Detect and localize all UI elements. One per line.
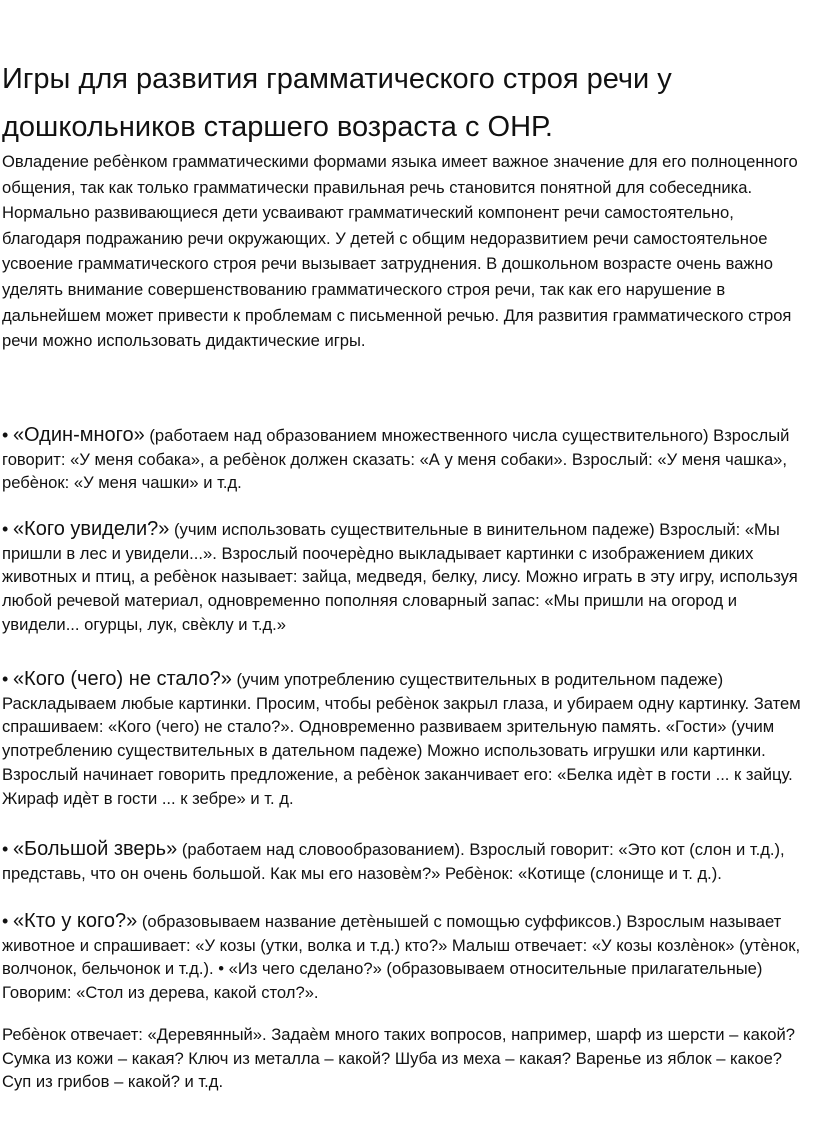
title-line-2: дошкольников старшего возраста с ОНР. [2, 111, 553, 143]
closing-paragraph: Ребѐнок отвечает: «Деревянный». Задаѐм много таких вопросов, например, шарф из шерсти – какой? Сумка из кожи – какая? Ключ из металла – какой? Шуба из меха – какая? Варенье из яблок – какое? Суп из грибов – какой? и т.д. [2, 1025, 796, 1092]
game-who-has-whom [2, 910, 812, 1005]
game-what-missing [2, 668, 812, 810]
game-description: (образовываем название детѐнышей с помощью суффиксов.) Взрослым называет животное и спрашивает: «У козы (утки, волка и т.д.) кто?» Малыш отвечает: «У козы козлѐнок» (утѐнок, волчонок, бельчонок и т.д.). • «Из чего сделано?» (образовываем относительные прилагательные) Говорим: «Стол из дерева, какой стол?». [2, 912, 801, 1003]
title-line-1: Игры для развития грамматического строя речи у [2, 63, 672, 95]
page-title [2, 55, 802, 151]
game-title: «Кого увидели?» [12, 518, 170, 540]
bullet-icon: • [2, 425, 9, 445]
game-description: (учим употреблению существительных в родительном падеже) Раскладываем любые картинки. Просим, чтобы ребѐнок закрыл глаза, и убираем одну картинку. Затем спрашиваем: «Кого (чего) не стало?». Одновременно развиваем зрительную память. «Гости» (учим употреблению существительных в дательном падеже) Можно использовать игрушки или картинки. Взрослый начинает говорить предложение, а ребѐнок заканчивает его: «Белка идѐт в гости ... к зайцу. Жираф идѐт в гости ... к зебре» и т. д. [2, 670, 801, 808]
game-whom-seen [2, 518, 812, 637]
game-title: «Один-много» [12, 424, 145, 446]
game-big-beast [2, 838, 812, 885]
bullet-icon: • [2, 669, 9, 689]
game-title: «Кто у кого?» [12, 910, 138, 932]
game-title: «Большой зверь» [12, 838, 178, 860]
game-description: (работаем над словообразованием). Взрослый говорит: «Это кот (слон и т.д.), представь, что он очень большой. Как мы его назовѐм?» Ребѐнок: «Котище (слонище и т. д.). [2, 840, 785, 883]
bullet-icon: • [2, 839, 9, 859]
intro-paragraph: Овладение ребѐнком грамматическими формами языка имеет важное значение для его полноценного общения, так как только грамматически правильная речь становится понятной для собеседника. Нормально развивающиеся дети усваивают грамматический компонент речи самостоятельно, благодаря подражанию речи окружающих. У детей с общим недоразвитием речи самостоятельное усвоение грамматического строя речи вызывает затруднения. В дошкольном возрасте очень важно уделять внимание совершенствованию грамматического строя речи, так как его нарушение в дальнейшем может привести к проблемам с письменной речью. Для развития грамматического строя речи можно использовать дидактические игры. [2, 152, 798, 351]
game-title: «Кого (чего) не стало?» [12, 668, 232, 690]
bullet-icon: • [2, 519, 9, 539]
bullet-icon: • [2, 911, 9, 931]
game-one-many [2, 424, 812, 495]
game-description: (учим использовать существительные в винительном падеже) Взрослый: «Мы пришли в лес и увидели...». Взрослый поочерѐдно выкладывает картинки с изображением диких животных и птиц, а ребѐнок называет: зайца, медведя, белку, лису. Можно играть в эту игру, используя любой речевой материал, одновременно пополняя словарный запас: «Мы пришли на огород и увидели... огурцы, лук, свѐклу и т.д.» [2, 520, 798, 634]
game-description: (работаем над образованием множественного числа существительного) Взрослый говорит: «У меня собака», а ребѐнок должен сказать: «А у меня собаки». Взрослый: «У меня чашка», ребѐнок: «У меня чашки» и т.д. [2, 426, 790, 493]
